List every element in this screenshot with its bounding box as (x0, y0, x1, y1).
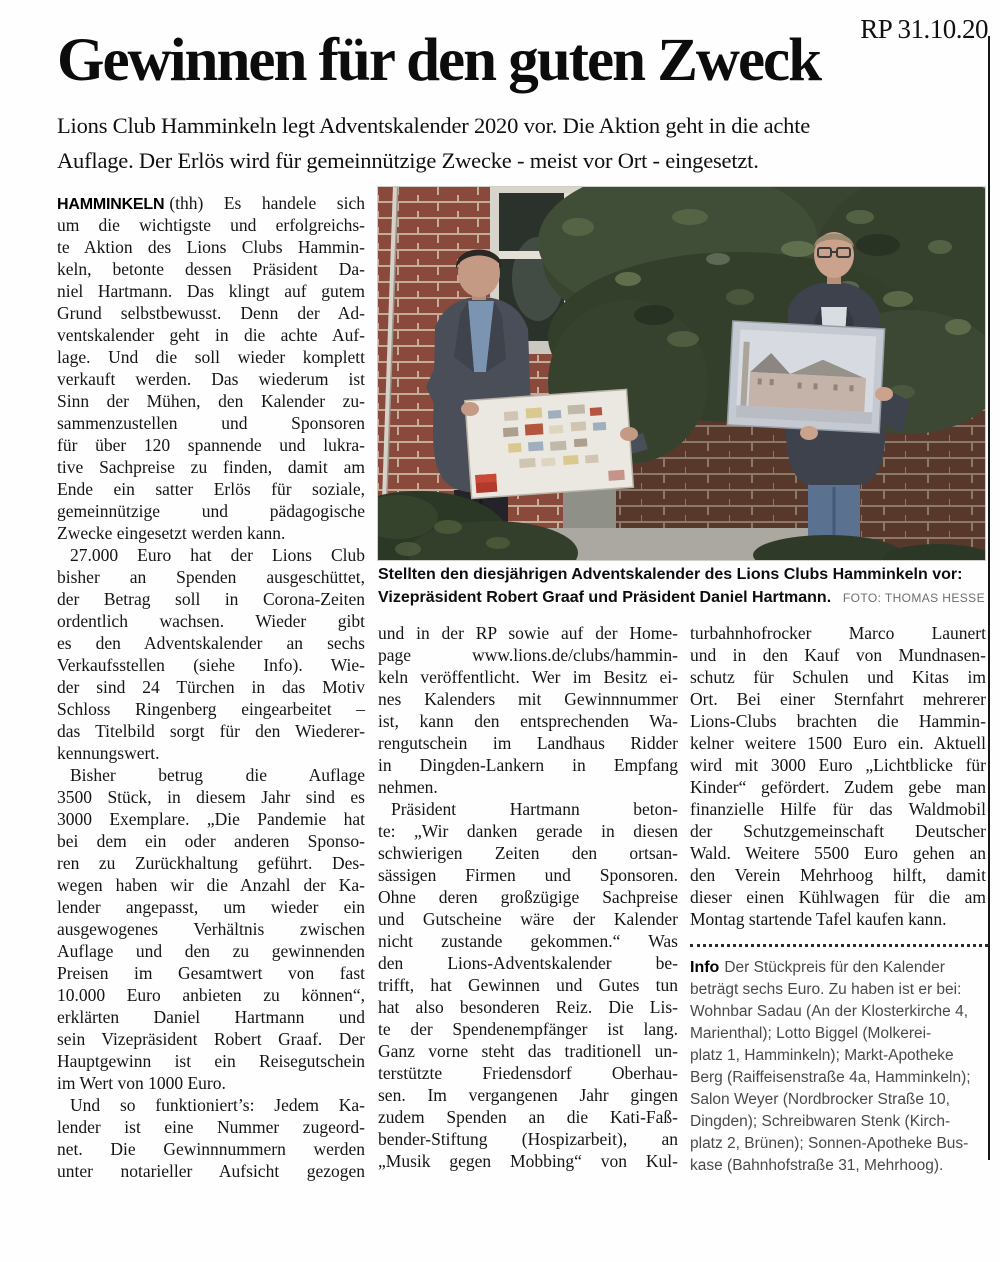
text-line: der Schutzgemeinschaft Deutscher (690, 821, 986, 841)
text-line: wird mit 3000 Euro „Lichtblicke für (690, 755, 986, 775)
text-line: Dingden); Schreibwaren Stenk (Kirch- (690, 1113, 951, 1130)
text-line: und in den Kauf von Mundnasen- (690, 645, 986, 665)
text-line: ren zu Zurückhaltung geführt. Des- (57, 853, 365, 873)
text-line: Ohne deren großzügige Sachpreise (378, 887, 678, 907)
text-line: erklärten Daniel Hartmann und (57, 1007, 365, 1027)
text-line: 3500 Stück, in diesem Jahr sind es (57, 787, 365, 807)
subheadline-line: Auflage. Der Erlös wird für gemeinnützige Zwecke - meist vor Ort - eingesetzt. (57, 148, 759, 173)
text-line: Montag startende Tafel kaufen kann. (690, 909, 947, 929)
text-line: ordentlich wachsen. Wieder gibt (57, 611, 365, 631)
text-line: verkauft werden. Das wiederum ist (57, 369, 365, 389)
text-line: bei dem ein oder anderen Sponso- (57, 831, 365, 851)
article-column-2 (378, 622, 678, 1172)
text-line: Sinn der Mühen, den Kalender zu- (57, 391, 365, 411)
text-line: den Verein Mehrhoog hilft, damit (690, 865, 986, 885)
text-line: hat also besonderen Reiz. Die Lis- (378, 997, 678, 1017)
text-line: der sind 24 Türchen in das Motiv (57, 677, 365, 697)
text-line: Wald. Weitere 5500 Euro gehen an (690, 843, 986, 863)
text-line: kennungswert. (57, 743, 160, 763)
column-rule (988, 36, 990, 1160)
text-line: ausgewogenes Verhältnis zwischen (57, 919, 365, 939)
text-line: Verkaufsstellen (siehe Info). Wie- (57, 655, 365, 675)
text-line: in Dingden-Lankern in Empfang (378, 755, 678, 775)
text-line: das Titelbild sorgt für den Wiederer- (57, 721, 365, 741)
text-line: der Betrag soll in Corona-Zeiten (57, 589, 365, 609)
text-line: Kinder“ gefördert. Zudem gebe man (690, 777, 986, 797)
text-line: keln, betonte dessen Präsident Da- (57, 259, 365, 279)
article-column-3 (690, 622, 986, 930)
text-line: Auflage und den zu gewinnenden (57, 941, 365, 961)
text-line: nes Kalenders mit Gewinnnummer (378, 689, 678, 709)
text-line: schwierigen Zeiten den ortsan- (378, 843, 678, 863)
article-photo (378, 187, 985, 560)
text-line: und Gutscheine wäre der Kalender (378, 909, 678, 929)
paragraph-lead: Info (690, 959, 720, 976)
text-line: tive Sachpreise zu finden, damit am (57, 457, 365, 477)
caption-line: Vizepräsident Robert Graaf und Präsident Daniel Hartmann. (378, 589, 832, 606)
text-line: nehmen. (378, 777, 438, 797)
advent-calendar-right (727, 321, 884, 433)
text-line: sen. Im vergangenen Jahr gingen (378, 1085, 678, 1105)
text-line: lage. Und die soll wieder komplett (57, 347, 365, 367)
text-line: zudem Spenden an die Kati-Faß- (378, 1107, 678, 1127)
text-line: Ort. Bei einer Sternfahrt mehrerer (690, 689, 986, 709)
text-line: Schloss Ringenberg eingearbeitet – (57, 699, 365, 719)
text-line: Ende ein satter Erlös für soziale, (57, 479, 365, 499)
photo-credit: FOTO: THOMAS HESSE (842, 591, 985, 605)
article-subheadline (57, 108, 989, 178)
text-line: im Wert von 1000 Euro. (57, 1073, 226, 1093)
paragraph-lead: HAMMINKELN (57, 196, 165, 213)
text-line: Lions-Clubs brachten die Hammin- (690, 711, 986, 731)
text-line: finanzielle Hilfe für das Waldmobil (690, 799, 986, 819)
text-line: wegen haben wir die Anzahl der Ka- (57, 875, 365, 895)
text-line: trifft, hat Gewinnen und Gutes tun (378, 975, 678, 995)
article-column-1 (57, 192, 365, 1182)
text-line: sässigen Firmen und Sponsoren. (378, 865, 678, 885)
text-line: sammenzustellen und Sponsoren (57, 413, 365, 433)
text-line: te Aktion des Lions Clubs Hammin- (57, 237, 365, 257)
text-line: 3000 Exemplare. „Die Pandemie hat (57, 809, 365, 829)
photo-caption (378, 563, 985, 610)
text-line: terstützte Friedensdorf Oberhau- (378, 1063, 678, 1083)
text-line: gemeinnützige und pädagogische (57, 501, 365, 521)
advent-calendar-left (465, 389, 633, 498)
text-line: Präsident Hartmann beton- (391, 799, 678, 819)
text-line: Berg (Raiffeisenstraße 4a, Hamminkeln); (690, 1069, 971, 1086)
text-line: te der Spendenempfänger ist lang. (378, 1019, 678, 1039)
text-line: Marienthal); Lotto Biggel (Molkerei- (690, 1025, 932, 1042)
text-line: page www.lions.de/clubs/hammin- (378, 645, 678, 665)
text-line: lender angepasst, um wieder ein (57, 897, 365, 917)
text-line: um die wichtigste und erfolgreichs- (57, 215, 365, 235)
info-box (690, 944, 988, 1177)
text-line: te: „Wir danken gerade in diesen (378, 821, 678, 841)
text-line: dieser einen Kühlwagen für die am (690, 887, 986, 907)
text-line: turbahnhofrocker Marco Launert (690, 623, 986, 643)
text-line: Wohnbar Sadau (An der Klosterkirche 4, (690, 1003, 969, 1020)
text-line: es den Adventskalender an sechs (57, 633, 365, 653)
text-line: bender-Stiftung (Hospizarbeit), an (378, 1129, 678, 1149)
text-line: für über 120 spannende und lukra- (57, 435, 365, 455)
text-line: bisher an Spenden ausgeschüttet, (57, 567, 365, 587)
text-line: nicht zustande gekommen.“ Was (378, 931, 678, 951)
text-line: Preisen im Gesamtwert von fast (57, 963, 365, 983)
text-line: den Lions-Adventskalender be- (378, 953, 678, 973)
text-line: schutz für Schulen und Kitas im (690, 667, 986, 687)
text-line: 10.000 Euro anbieten zu können“, (57, 985, 365, 1005)
caption-line: Stellten den diesjährigen Adventskalender des Lions Clubs Hamminkeln vor: (378, 566, 963, 583)
text-line: keln veröffentlicht. Wer im Besitz ei- (378, 667, 678, 687)
article-headline: Gewinnen für den guten Zweck (57, 27, 821, 94)
text-line: 27.000 Euro hat der Lions Club (70, 545, 365, 565)
text-line: Bisher betrug die Auflage (70, 765, 365, 785)
text-line: niel Hartmann. Das klingt auf gutem (57, 281, 365, 301)
text-line: „Musik gegen Mobbing“ von Kul- (378, 1151, 678, 1171)
text-line: HAMMINKELN (thh) Es handele sich (57, 193, 365, 213)
text-line: ist, kann den entsprechenden Wa- (378, 711, 678, 731)
text-line: unter notarieller Aufsicht gezogen (57, 1161, 365, 1181)
text-line: Ganz vorne steht das traditionell un- (378, 1041, 678, 1061)
text-line: platz 1, Hamminkeln); Markt-Apotheke (690, 1047, 954, 1064)
text-line: net. Die Gewinnnummern werden (57, 1139, 365, 1159)
edition-date: RP 31.10.20 (860, 14, 988, 44)
text-line: kelner weitere 1500 Euro ein. Aktuell (690, 733, 986, 753)
text-line: platz 2, Brünen); Sonnen-Apotheke Bus- (690, 1135, 969, 1152)
text-line: Und so funktioniert’s: Jedem Ka- (70, 1095, 365, 1115)
text-line: Zwecke eingesetzt werden kann. (57, 523, 286, 543)
text-line: sein Vizepräsident Robert Graaf. Der (57, 1029, 365, 1049)
text-line: Salon Weyer (Nordbrocker Straße 10, (690, 1091, 950, 1108)
subheadline-line: Lions Club Hamminkeln legt Adventskalender 2020 vor. Die Aktion geht in die achte (57, 113, 811, 138)
text-line: und in der RP sowie auf der Home- (378, 623, 678, 643)
text-line: Hauptgewinn ist ein Reisegutschein (57, 1051, 365, 1071)
text-line: lender ist eine Nummer zugeord- (57, 1117, 365, 1137)
text-line: ventskalender geht in die achte Auf- (57, 325, 365, 345)
text-line: Grund selbstbewusst. Denn der Ad- (57, 303, 365, 323)
text-line: beträgt sechs Euro. Zu haben ist er bei: (690, 981, 962, 998)
text-line: rengutschein im Landhaus Ridder (378, 733, 678, 753)
text-line: Info Der Stückpreis für den Kalender (690, 959, 945, 976)
text-line: kase (Bahnhofstraße 31, Mehrhoog). (690, 1157, 944, 1174)
